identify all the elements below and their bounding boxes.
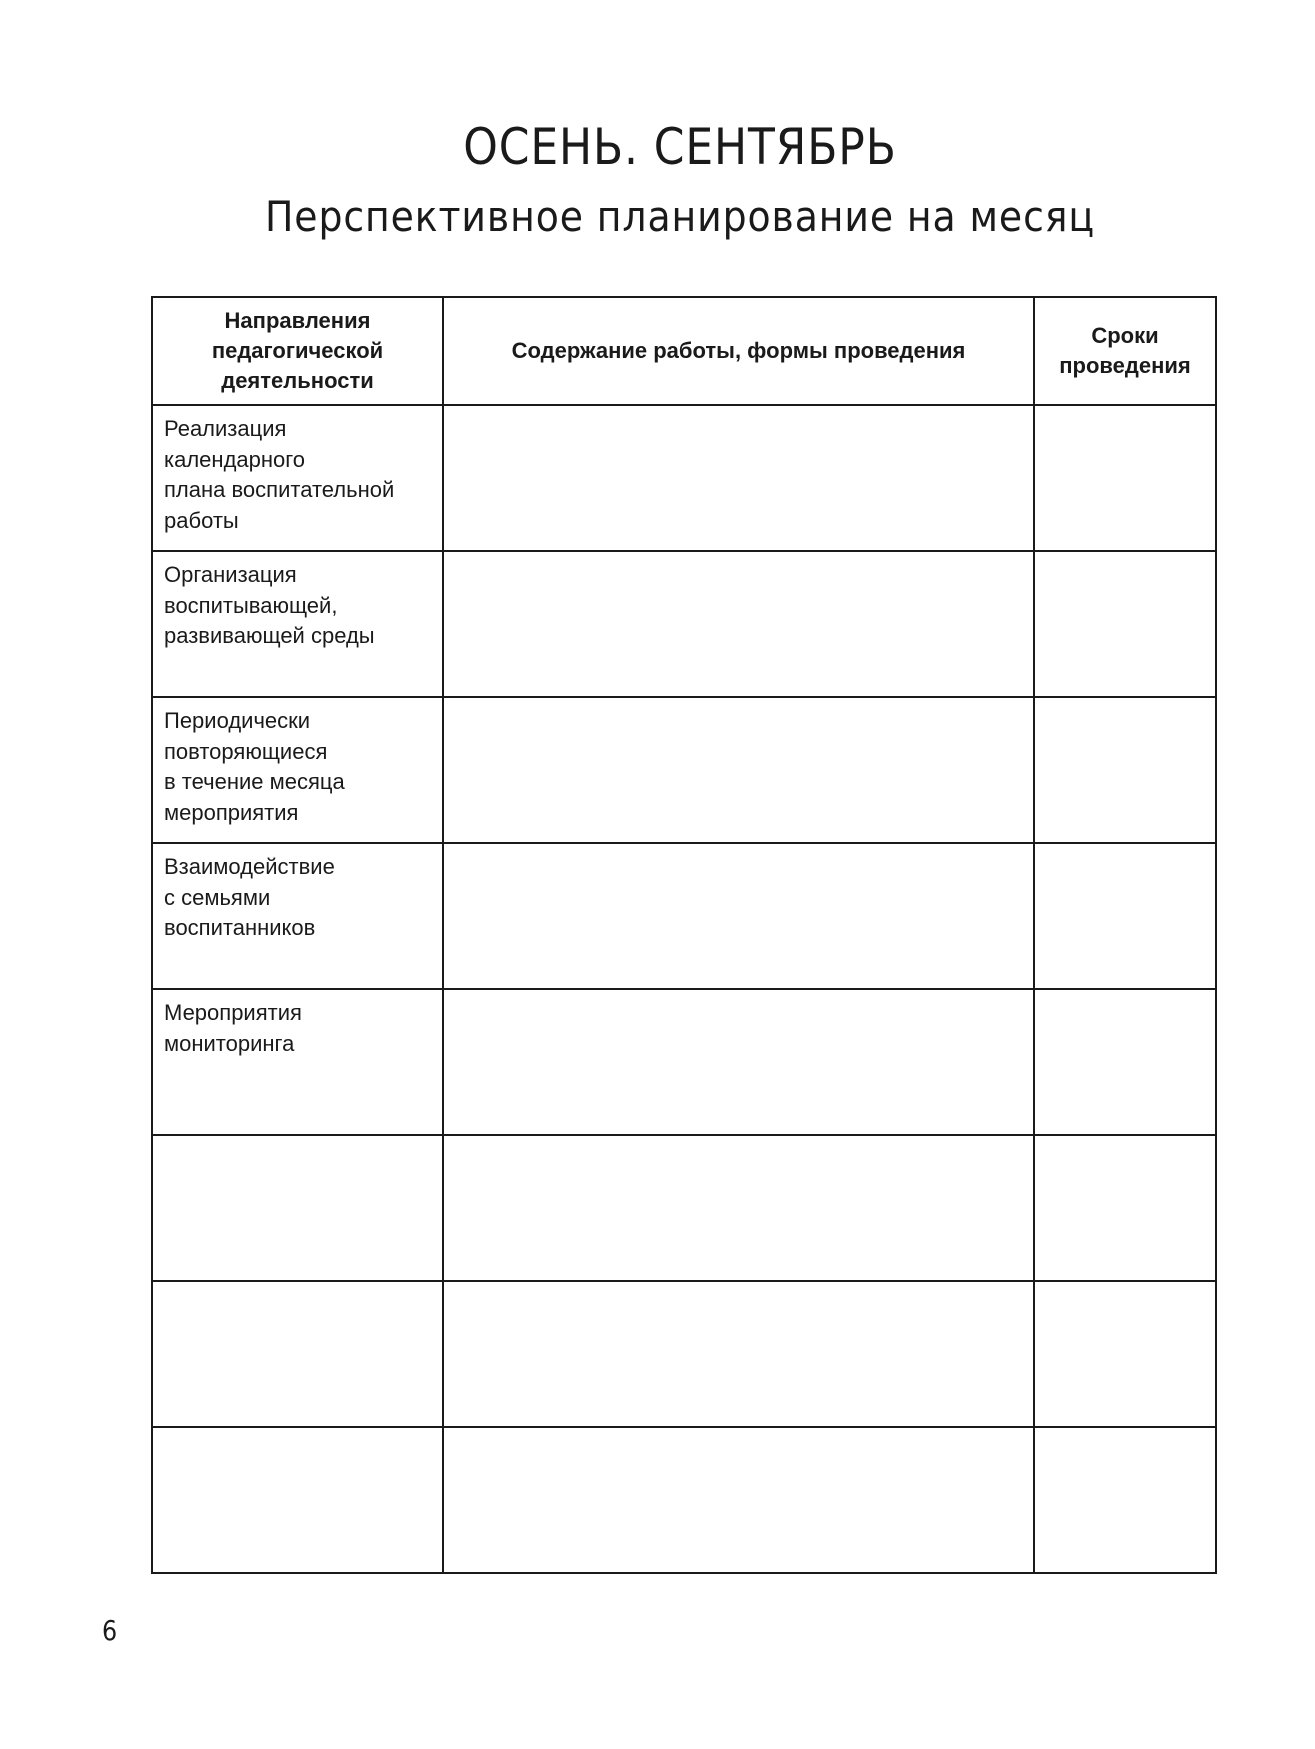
direction-cell: Мероприятия мониторинга <box>152 989 443 1135</box>
table-row <box>152 989 1216 1135</box>
dates-cell[interactable] <box>1034 697 1216 843</box>
direction-cell: Организация воспитывающей, развивающей среды <box>152 551 443 697</box>
dates-cell[interactable] <box>1034 1281 1216 1427</box>
content-cell[interactable] <box>443 405 1034 551</box>
dates-cell[interactable] <box>1034 551 1216 697</box>
content-cell[interactable] <box>443 1135 1034 1281</box>
header-dates: Сроки проведения <box>1034 297 1216 405</box>
page-number: 6 <box>102 1614 118 1647</box>
table-row <box>152 843 1216 989</box>
dates-cell[interactable] <box>1034 989 1216 1135</box>
table-row <box>152 1281 1216 1427</box>
table-row <box>152 697 1216 843</box>
table-row <box>152 1427 1216 1573</box>
content-cell[interactable] <box>443 551 1034 697</box>
content-cell[interactable] <box>443 1427 1034 1573</box>
content-cell[interactable] <box>443 843 1034 989</box>
direction-cell: Взаимодействие с семьями воспитанников <box>152 843 443 989</box>
content-cell[interactable] <box>443 1281 1034 1427</box>
direction-cell: Реализация календарного плана воспитательной работы <box>152 405 443 551</box>
direction-cell[interactable] <box>152 1427 443 1573</box>
table-header-row <box>152 297 1216 405</box>
page-title: ОСЕНЬ. СЕНТЯБРЬ <box>463 118 897 176</box>
direction-cell: Периодически повторяющиеся в течение месяца мероприятия <box>152 697 443 843</box>
dates-cell[interactable] <box>1034 1427 1216 1573</box>
table-row <box>152 551 1216 697</box>
content-cell[interactable] <box>443 697 1034 843</box>
page-subtitle: Перспективное планирование на месяц <box>264 192 1096 241</box>
dates-cell[interactable] <box>1034 1135 1216 1281</box>
direction-cell[interactable] <box>152 1135 443 1281</box>
header-content: Содержание работы, формы проведения <box>443 297 1034 405</box>
dates-cell[interactable] <box>1034 405 1216 551</box>
dates-cell[interactable] <box>1034 843 1216 989</box>
content-cell[interactable] <box>443 989 1034 1135</box>
planning-table <box>151 296 1217 1574</box>
table-row <box>152 1135 1216 1281</box>
table-row <box>152 405 1216 551</box>
header-directions: Направления педагогической деятельности <box>152 297 443 405</box>
direction-cell[interactable] <box>152 1281 443 1427</box>
